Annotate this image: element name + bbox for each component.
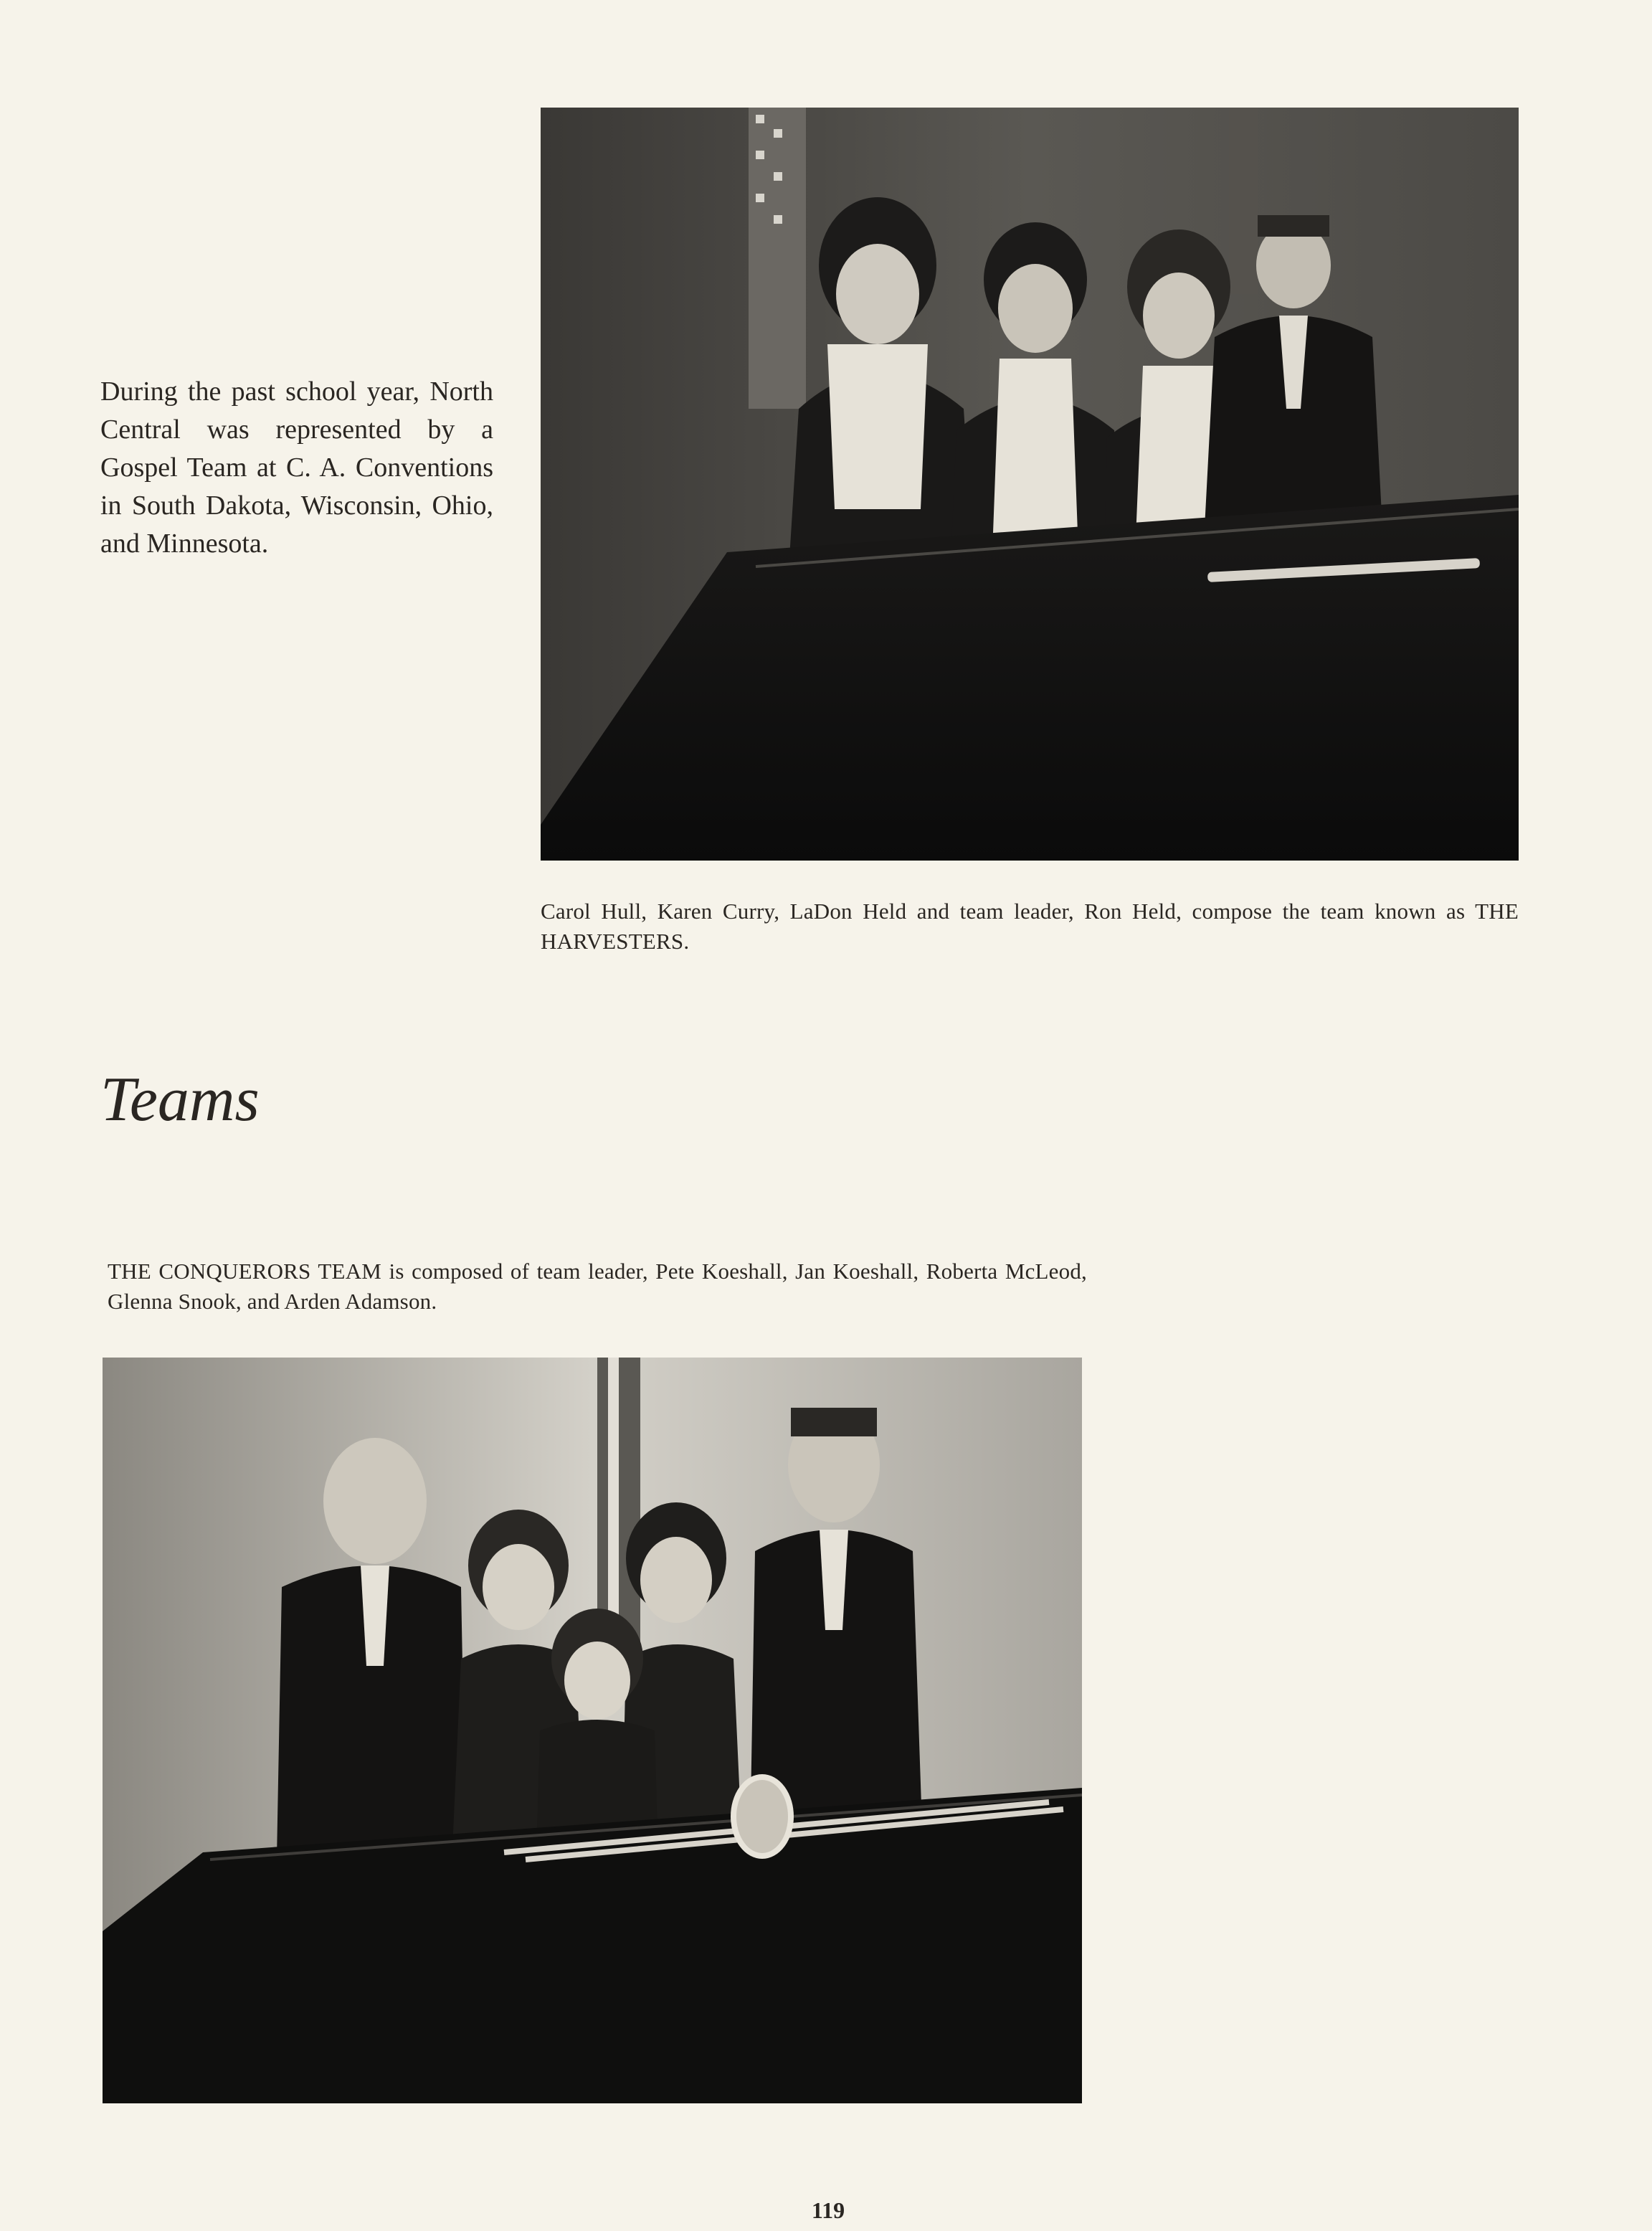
harvesters-caption: Carol Hull, Karen Curry, LaDon Held and team leader, Ron Held, compose the team known as THE HARVESTERS. <box>541 899 1519 954</box>
conquerors-photo-image <box>103 1358 1082 2103</box>
conquerors-caption: THE CONQUERORS TEAM is composed of team leader, Pete Koeshall, Jan Koeshall, Roberta McLeod, Glenna Snook, and Arden Adamson. <box>108 1259 1087 1314</box>
section-title: Teams <box>100 1065 260 1135</box>
intro-paragraph: During the past school year, North Central was represented by a Gospel Team at C. A. Conventions in South Dakota, Wisconsin, Ohio, and Minnesota. <box>100 376 493 559</box>
harvesters-photo <box>541 108 1519 861</box>
conquerors-photo <box>103 1358 1082 2103</box>
page-number: 119 <box>811 2197 845 2223</box>
harvesters-photo-image <box>541 108 1519 861</box>
